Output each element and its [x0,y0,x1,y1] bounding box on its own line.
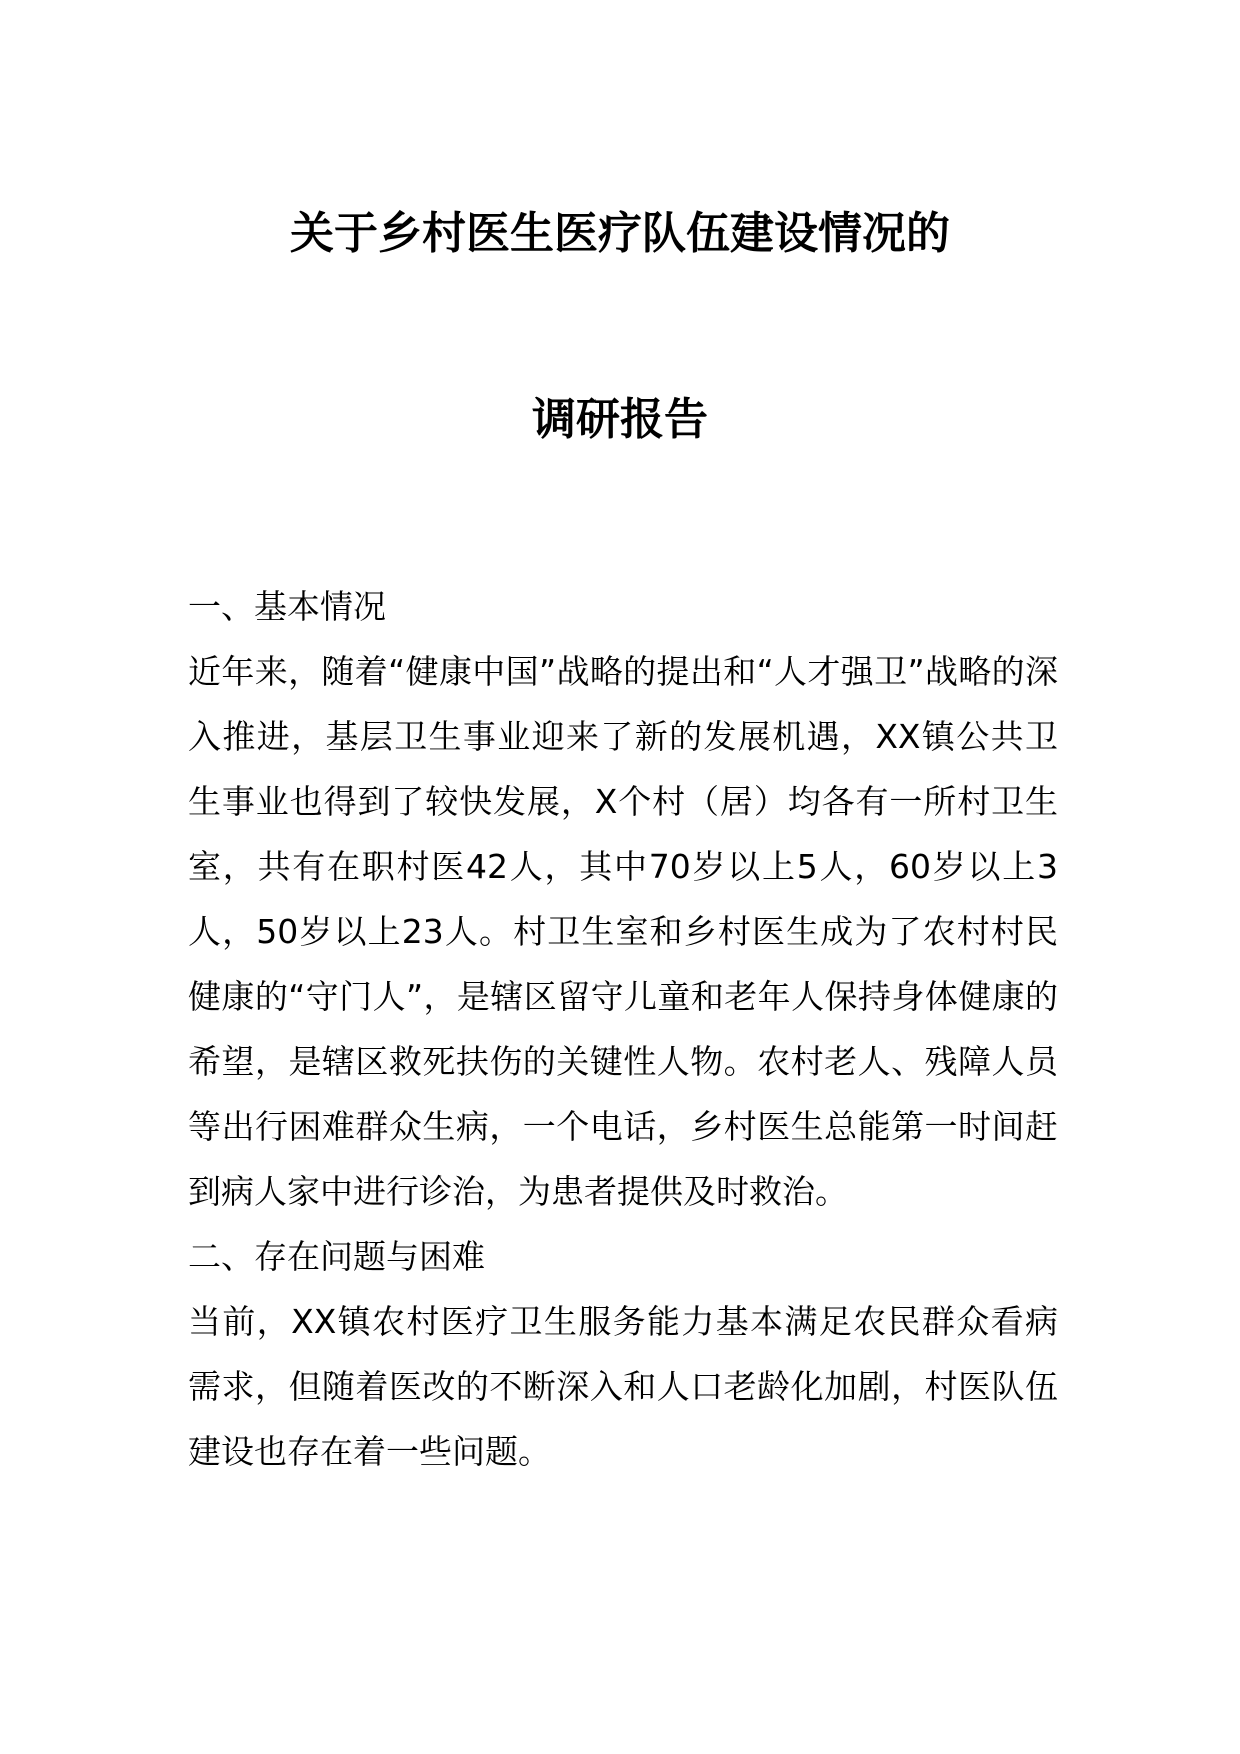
section-heading-problems: 二、存在问题与困难 [188,1237,485,1276]
document-title-line-1: 关于乡村医生医疗队伍建设情况的 [290,208,950,259]
paragraph-problems: 当前，XX镇农村医疗卫生服务能力基本满足农民群众看病需求，但随着医改的不断深入和人口老龄化加剧，村医队伍建设也存在着一些问题。 [188,1302,1058,1471]
document-title-line-2: 调研报告 [532,394,708,445]
paragraph-basic-situation: 近年来，随着“健康中国”战略的提出和“人才强卫”战略的深入推进，基层卫生事业迎来了新的发展机遇，XX镇公共卫生事业也得到了较快发展，X个村（居）均各有一所村卫生室，共有在职村医42人，其中70岁以上5人，60岁以上3人，50岁以上23人。村卫生室和乡村医生成为了农村村民健康的“守门人”，是辖区留守儿童和老年人保持身体健康的希望，是辖区救死扶伤的关键性人物。农村老人、残障人员等出行困难群众生病，一个电话，乡村医生总能第一时间赶到病人家中进行诊治，为患者提供及时救治。 [188,652,1058,1211]
section-heading-basic-situation: 一、基本情况 [188,587,386,626]
document-body [188,574,1058,1484]
